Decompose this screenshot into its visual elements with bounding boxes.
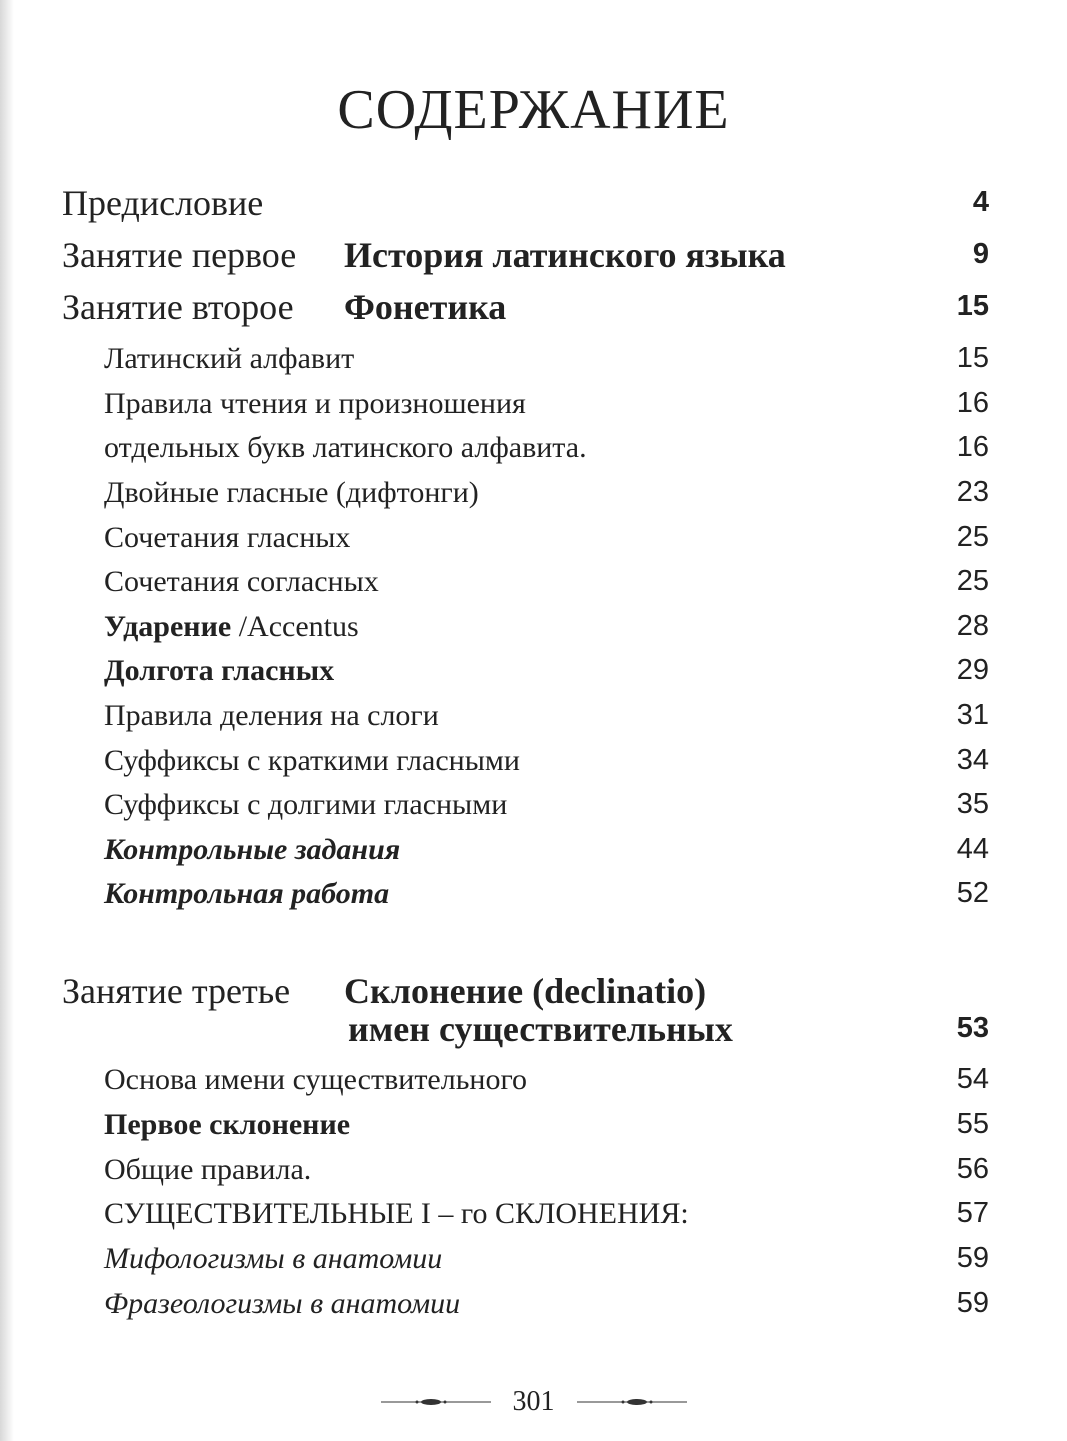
toc-subentry: Сочетания гласных [104,521,351,554]
toc-entry-page: 9 [972,238,989,270]
page-number: 301 [512,1386,555,1417]
toc-entry-label: Предисловие [62,183,264,223]
toc-entry-lesson-2 [62,286,506,328]
toc-subentry: Долгота гласных [104,654,335,687]
toc-entry-page: 28 [956,610,989,642]
toc-entry-page: 29 [956,654,989,686]
toc-entry-page: 57 [956,1197,989,1229]
toc-subentry: Суффиксы с долгими гласными [104,788,508,821]
subentry-bold-part: Ударение [104,610,232,643]
toc-entry-lesson-3 [62,970,706,1012]
toc-subentry: Правила чтения и произношения [104,387,526,420]
lesson-topic: Склонение (declinatio) [344,971,707,1011]
toc-subentry: Двойные гласные (дифтонги) [104,476,479,509]
toc-entry-page: 54 [956,1063,989,1095]
subentry-rest: /Accentus [231,610,359,643]
toc-subentry: Правила деления на слоги [104,699,439,732]
toc-subentry-stress [104,610,359,644]
toc-entry-page: 25 [956,521,989,553]
toc-entry-page: 16 [956,431,989,463]
page-edge-shadow [0,0,14,1441]
toc-entry-page: 34 [956,744,989,776]
toc-subentry: Фразеологизмы в анатомии [104,1287,461,1320]
toc-entry-page: 15 [956,290,989,322]
toc-subentry: отдельных букв латинского алфавита. [104,431,587,464]
page-footer [0,1386,1067,1418]
toc-subentry: Общие правила. [104,1153,312,1186]
toc-entry-lesson-1 [62,234,786,276]
toc-subentry: Контрольная работа [104,877,390,910]
toc-subentry: Сочетания согласных [104,565,379,598]
toc-entry-preface [62,182,263,224]
toc-subentry: Латинский алфавит [104,342,355,375]
ornament-left-icon [381,1396,491,1408]
lesson-topic-line2: имен существительных [348,1009,733,1049]
page-title: СОДЕРЖАНИЕ [337,79,730,141]
lesson-topic: История латинского языка [344,235,786,275]
toc-entry-page: 59 [956,1242,989,1274]
toc-entry-page: 15 [956,342,989,374]
toc-entry-page: 23 [956,476,989,508]
toc-entry-page: 25 [956,565,989,597]
toc-subentry: Мифологизмы в анатомии [104,1242,443,1275]
toc-subentry: СУЩЕСТВИТЕЛЬНЫЕ I – го СКЛОНЕНИЯ: [104,1197,689,1230]
toc-subentry: Суффиксы с краткими гласными [104,744,520,777]
toc-entry-page: 4 [972,186,989,218]
toc-entry-page: 31 [956,699,989,731]
toc-subentry: Первое склонение [104,1108,351,1141]
toc-entry-page: 16 [956,387,989,419]
lesson-label: Занятие первое [62,235,297,275]
toc-entry-page: 53 [956,1012,989,1044]
lesson-label: Занятие второе [62,287,294,327]
toc-subentry: Контрольные задания [104,833,401,866]
toc-entry-page: 59 [956,1287,989,1319]
toc-entry-page: 55 [956,1108,989,1140]
lesson-topic: Фонетика [344,287,507,327]
toc-entry-page: 52 [956,877,989,909]
lesson-label: Занятие третье [62,971,291,1011]
ornament-right-icon [577,1396,687,1408]
toc-entry-page: 35 [956,788,989,820]
toc-subentry: Основа имени существительного [104,1063,528,1096]
toc-entry-page: 56 [956,1153,989,1185]
toc-entry-page: 44 [956,833,989,865]
